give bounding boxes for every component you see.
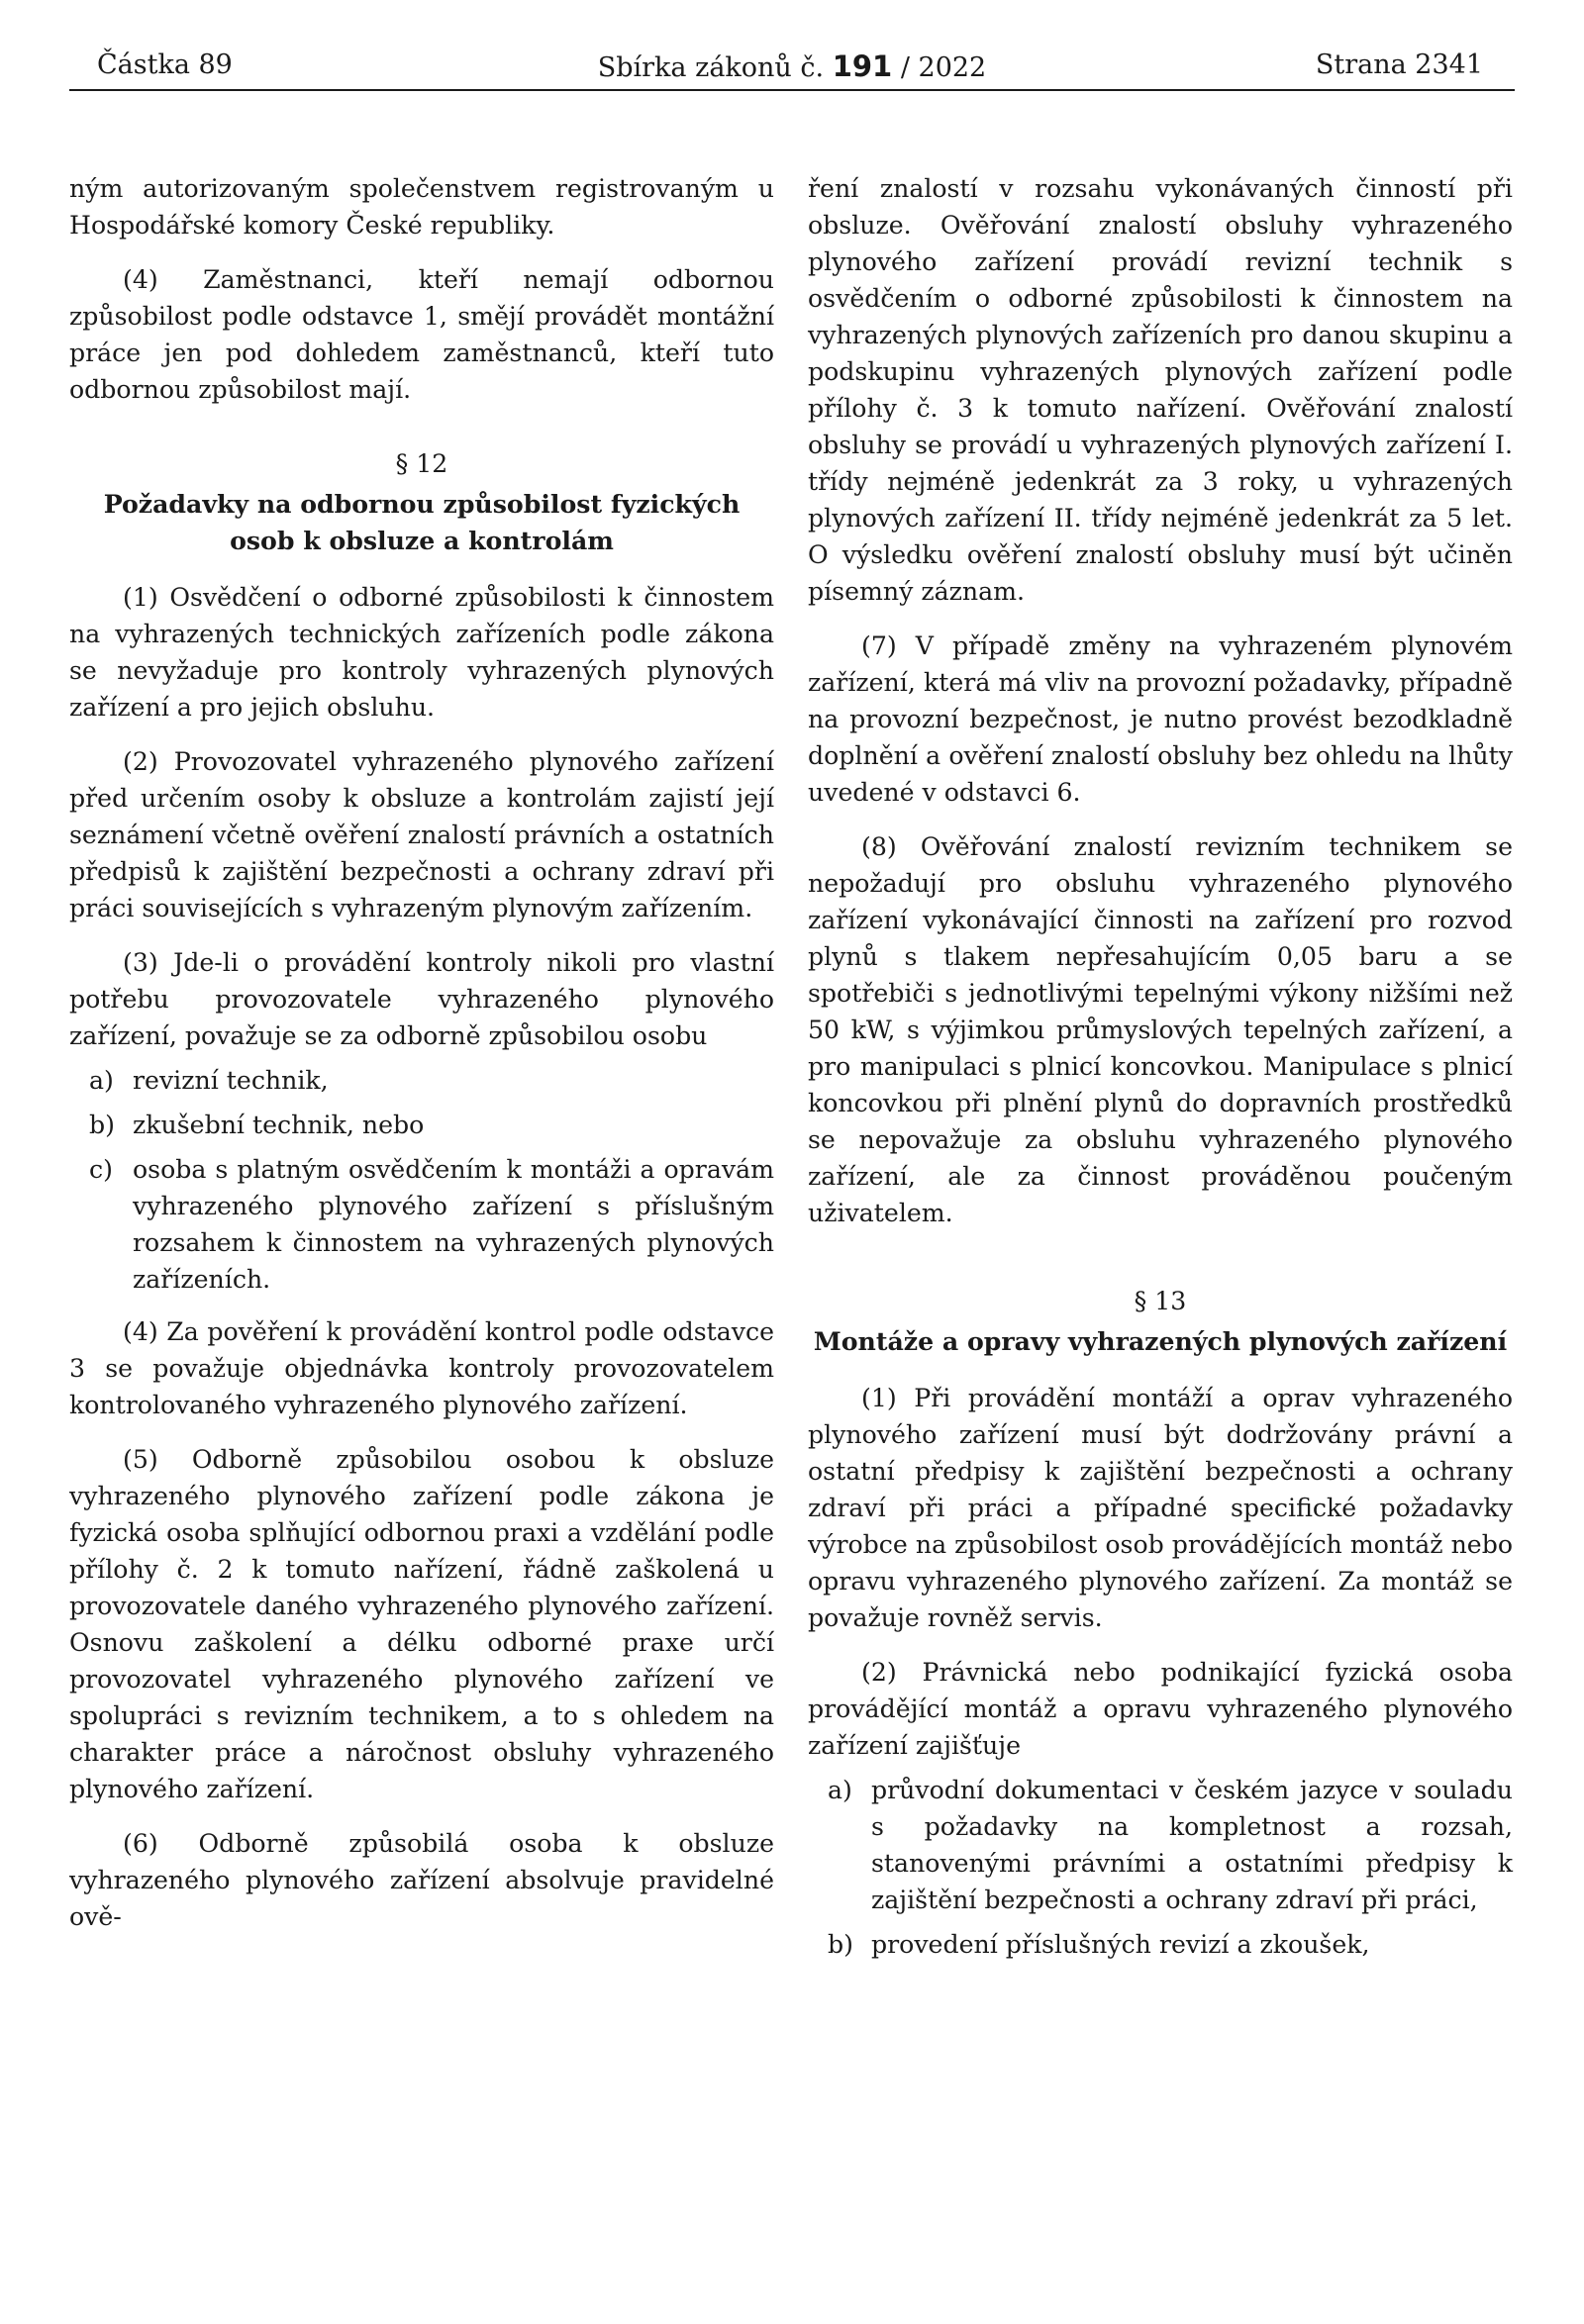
section-title: Požadavky na odbornou způsobilost fyzických osob k obsluze a kontrolám: [103, 489, 741, 555]
paragraph: (4) Za pověření k provádění kontrol podle odstavce 3 se považuje objednávka kontroly provozovatelem kontrolovaného vyhrazeného plynového zařízení.: [69, 1317, 774, 1419]
right-column: [808, 170, 1513, 1979]
collection-prefix: Sbírka zákonů č.: [597, 52, 825, 83]
paragraph: ným autorizovaným společenstvem registrovaným u Hospodářské komory České republiky.: [69, 174, 774, 240]
list-item-text: průvodní dokumentaci v českém jazyce v souladu s požadavky na kompletnost a rozsah, stanovenými právními a ostatními předpisy k zajištění bezpečnosti a ochrany zdraví při práci,: [871, 1776, 1513, 1914]
list-item-label: b): [828, 1930, 853, 1959]
list-item: [69, 1107, 774, 1143]
list-item-text: zkušební technik, nebo: [133, 1111, 425, 1139]
list-item-label: b): [89, 1111, 115, 1139]
paragraph: (2) Právnická nebo podnikající fyzická osoba provádějící montáž a opravu vyhrazeného plynového zařízení zajišťuje: [808, 1658, 1513, 1760]
collection-title: [69, 49, 1515, 83]
list-item-text: revizní technik,: [133, 1066, 329, 1095]
paragraph: (2) Provozovatel vyhrazeného plynového zařízení před určením osoby k obsluze a kontrolám zajistí její seznámení včetně ověření znalostí právních a ostatních předpisů k zajištění bezpečnosti a ochrany zdraví při práci souvisejících s vyhrazeným plynovým zařízením.: [69, 747, 774, 922]
list-item: [808, 1772, 1513, 1918]
paragraph: (1) Při provádění montáží a oprav vyhrazeného plynového zařízení musí být dodržovány právní a ostatní předpisy k zajištění bezpečnosti a ochrany zdraví při práci a případné specifické požadavky výrobce na způsobilost osob provádějících montáž nebo opravu vyhrazeného plynového zařízení. Za montáž se považuje rovněž servis.: [808, 1384, 1513, 1632]
paragraph: ření znalostí v rozsahu vykonávaných činností při obsluze. Ověřování znalostí obsluhy vyhrazeného plynového zařízení provádí revizní technik s osvědčením o odborné způsobilosti k činnostem na vyhrazených plynových zařízeních pro danou skupinu a podskupinu vyhrazených plynových zařízení podle přílohy č. 3 k tomuto nařízení. Ověřování znalostí obsluhy se provádí u vyhrazených plynových zařízení I. třídy nejméně jedenkrát za 3 roky, u vyhrazených plynových zařízení II. třídy nejméně jedenkrát za 5 let. O výsledku ověření znalostí obsluhy musí být učiněn písemný záznam.: [808, 174, 1513, 606]
list-item-label: c): [89, 1155, 113, 1184]
list-item: [69, 1062, 774, 1099]
issue-number: 191: [832, 49, 893, 83]
paragraph: (5) Odborně způsobilou osobou k obsluze vyhrazeného plynového zařízení podle zákona je fyzická osoba splňující odbornou praxi a vzdělání podle přílohy č. 2 k tomuto nařízení, řádně zaškolená u provozovatele daného vyhrazeného plynového zařízení. Osnovu zaškolení a délku odborné praxe určí provozovatel vyhrazeného plynového zařízení ve spolupráci s revizním technikem, a to s ohledem na charakter práce a náročnost obsluhy vyhrazeného plynového zařízení.: [69, 1445, 774, 1803]
paragraph: (6) Odborně způsobilá osoba k obsluze vyhrazeného plynového zařízení absolvuje pravidelné ově-: [69, 1829, 774, 1931]
list-item-text: osoba s platným osvědčením k montáži a opravám vyhrazeného plynového zařízení s příslušným rozsahem k činnostem na vyhrazených plynových zařízeních.: [133, 1155, 774, 1294]
paragraph: (8) Ověřování znalostí revizním technikem se nepožadují pro obsluhu vyhrazeného plynového zařízení vykonávající činnosti na zařízení pro rozvod plynů s tlakem nepřesahujícím 0,05 baru a se spotřebiči s jednotlivými tepelnými výkony nižšími než 50 kW, s výjimkou průmyslových tepelných zařízení, a pro manipulaci s plnicí koncovkou. Manipulace s plnicí koncovkou při plnění plynů do dopravních prostředků se nepovažuje za obsluhu vyhrazeného plynového zařízení, ale za činnost prováděnou poučeným uživatelem.: [808, 832, 1513, 1227]
item-list: [808, 1772, 1513, 1963]
list-item-label: a): [828, 1776, 852, 1804]
section-title: Montáže a opravy vyhrazených plynových zařízení: [813, 1326, 1508, 1356]
paragraph: (1) Osvědčení o odborné způsobilosti k činnostem na vyhrazených technických zařízeních podle zákona se nevyžaduje pro kontroly vyhrazených plynových zařízení a pro jejich obsluhu.: [69, 583, 774, 722]
list-item-label: a): [89, 1066, 114, 1095]
paragraph: (3) Jde-li o provádění kontroly nikoli pro vlastní potřebu provozovatele vyhrazeného plynového zařízení, považuje se za odborně způsobilou osobu: [69, 948, 774, 1050]
list-item: [808, 1926, 1513, 1963]
collection-year: / 2022: [900, 52, 987, 83]
paragraph: (4) Zaměstnanci, kteří nemají odbornou způsobilost podle odstavce 1, smějí provádět montážní práce jen pod dohledem zaměstnanců, kteří tuto odbornou způsobilost mají.: [69, 265, 774, 404]
list-item-text: provedení příslušných revizí a zkoušek,: [871, 1930, 1370, 1959]
item-list: [69, 1062, 774, 1298]
left-column: [69, 170, 774, 1953]
issue-part: Částka 89: [97, 49, 233, 80]
section-mark: § 12: [395, 449, 448, 478]
list-item: [69, 1151, 774, 1298]
page-header: [69, 46, 1515, 91]
section-mark: § 13: [1134, 1287, 1187, 1315]
paragraph: (7) V případě změny na vyhrazeném plynovém zařízení, která má vliv na provozní požadavky, případně na provozní bezpečnost, je nutno provést bezodkladně doplnění a ověření znalostí obsluhy bez ohledu na lhůty uvedené v odstavci 6.: [808, 631, 1513, 807]
page-number: Strana 2341: [1315, 49, 1483, 80]
